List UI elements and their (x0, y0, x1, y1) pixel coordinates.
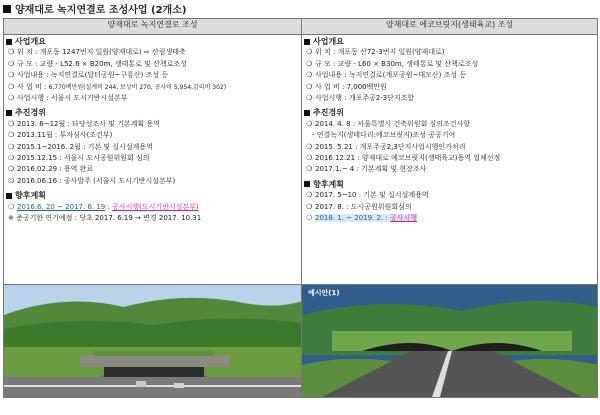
square-bullet-icon (6, 39, 12, 45)
left-content-cell (4, 35, 302, 285)
right-overview-heading: 사업개요 (302, 36, 597, 47)
right-overview-item: ❍ 위 치 : 개포동 산72-3번지 일원(양재대로) (306, 48, 445, 57)
right-history-item: ❍ 2016.12.21 : 양재대로 에코브릿지(생태육교)용역 업체선정 (306, 154, 501, 163)
right-plan-item: ❍ 2017. 8. : 도시공원위원회심의 (306, 202, 412, 211)
square-bullet-icon (304, 110, 310, 116)
right-overview-item: ❍ 사 업 비 : 7,000백만원 (306, 82, 387, 91)
square-bullet-icon (3, 5, 11, 13)
left-history-item: ❍ 2013.11월 : 투자심사(조건부) (8, 131, 113, 140)
square-bullet-icon (6, 110, 12, 116)
ecobridge-photo (302, 285, 597, 397)
left-overview-item: ❍ 위 치 : 개포동 1247번지 일원(양재대로) ⇨ 산림생태축 (8, 48, 186, 57)
left-history-heading: 추진경위 (4, 107, 301, 118)
left-history-item: ❍ 2015.1~2016. 2월 : 기본 및 실시설계용역 (8, 142, 153, 151)
square-bullet-icon (304, 39, 310, 45)
right-column-header: 양재대로 에코브릿지(생태육교) 조성 (302, 19, 598, 35)
left-overview-item: ❍ 사업시행 : 서울시 도시기반시설본부 (8, 94, 128, 103)
left-history-item: ❍ 2013. 6~12월 : 타당성조사 및 기본계획 용역 (8, 119, 160, 128)
image-label: 예시안(1) (308, 289, 340, 297)
right-history-subitem: - 연결녹지(생태다리:에코브릿지)조성 공공기여 (312, 131, 456, 140)
green-bridge-illustration (4, 285, 301, 397)
right-overview-item: ❍ 사업시행 : 개포주공2·3단지조합 (306, 94, 415, 103)
right-history-item: ❍ 2017.1.~ 4 : 기본계획 및 현장조사 (306, 165, 427, 174)
right-history-item: ❍ 2014. 4. 8 : 서울특별시 건축위원회 심의조건사항 (306, 119, 471, 128)
right-photo-cell (302, 285, 598, 398)
ecobridge-illustration (302, 285, 597, 397)
left-column-header: 양재대로 녹지연결로 조성 (4, 19, 302, 35)
left-photo-cell (4, 285, 302, 398)
right-plan-heading: 향후계획 (302, 179, 597, 190)
left-plan-heading: 향후계획 (4, 190, 301, 201)
left-overview-item: ❍ 사업내용 : 녹지연결로(달터공원~구룡산) 조성 등 (8, 71, 169, 80)
right-history-heading: 추진경위 (302, 107, 597, 118)
bridge-photo (4, 285, 301, 397)
left-overview-item: ❍ 사 업 비 : 6,770백만원(설계비 244, 보상비 270, 공사비 5,954,감리비 302) (8, 82, 227, 91)
square-bullet-icon (304, 181, 310, 187)
square-bullet-icon (6, 193, 12, 199)
right-overview-item: ❍ 사업내용 : 녹지연결로(개포공원~대모산) 조성 등 (306, 71, 467, 80)
left-history-item: ❍ 2016.02.29 : 용역 완료 (8, 165, 94, 174)
left-history-item: ❍ 2016.06.16 : 공사발주 (서울시 도시기반시설본부) (8, 176, 176, 185)
left-plan-note: ※ 준공기한 연기예정 : 당초 2017. 6.19 → 변경 2017. 10.31 (8, 214, 202, 223)
right-content-cell (302, 35, 598, 285)
right-history-item: ❍ 2015. 5.21 : 개포주공2,3단지사업시행인가처리 (306, 142, 466, 151)
left-history-item: ❍ 2015.12.15 : 서울시 도시공원위원회 심의 (8, 154, 150, 163)
right-overview-item: ❍ 규 모 : 교량 - L60 × B30m, 생태통로 및 산책로조성 (306, 59, 479, 68)
left-overview-heading: 사업개요 (4, 36, 301, 47)
left-overview-item: ❍ 규 모 : 교량 - L52.6 × B20m, 생태통로 및 산책로조성 (8, 59, 187, 68)
document-title (3, 1, 186, 16)
right-plan-highlight: ❍ 2018. 1. ~ 2019. 2. : 공사시행 (306, 214, 418, 223)
project-table (3, 18, 598, 398)
right-plan-item: ❍ 2017. 5~10 : 기본 및 실시설계용역 (306, 191, 429, 200)
left-plan-item: ❍ 2016.6. 20 ~ 2017. 6. 19 : 공사시행(도시기반시설본부) (8, 202, 199, 211)
title-text: 양재대로 녹지연결로 조성사업 (2개소) (15, 5, 187, 16)
